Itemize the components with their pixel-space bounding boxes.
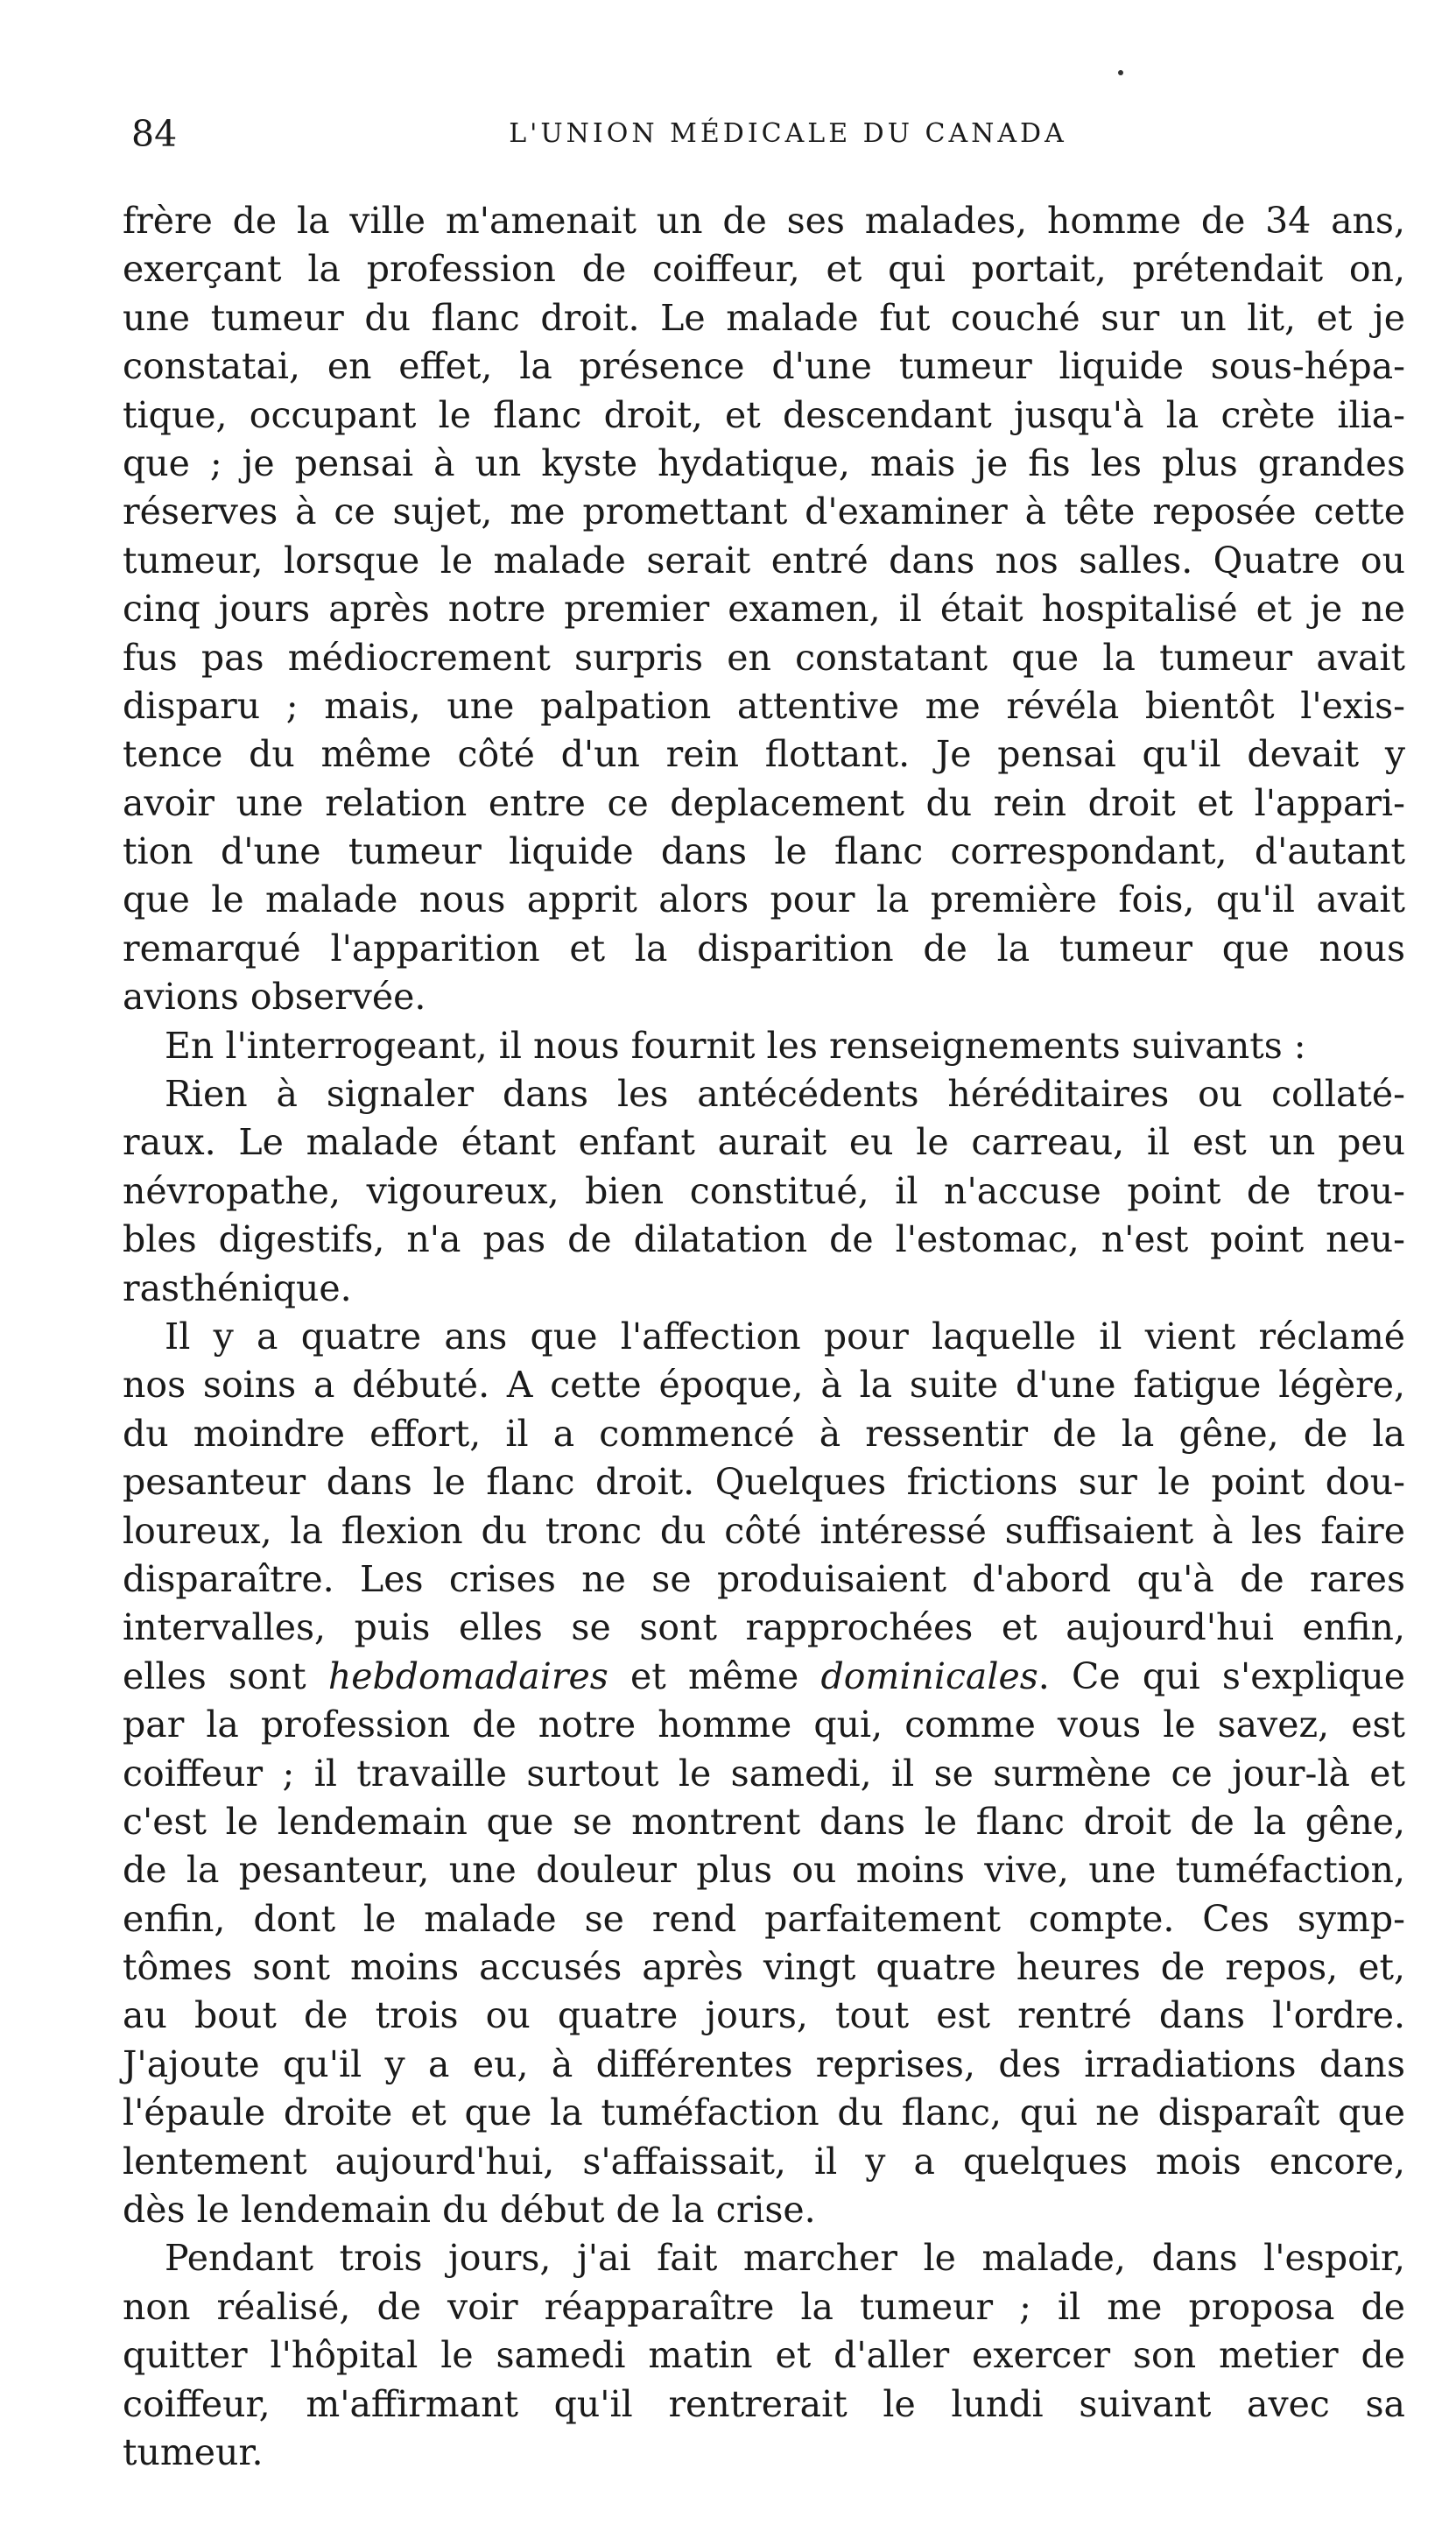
body-text xyxy=(123,197,1405,2477)
page-number: 84 xyxy=(131,113,178,155)
text-line: l'épaule droite et que la tuméfaction du flanc, qui ne disparaît que xyxy=(123,2091,1405,2134)
paragraph xyxy=(123,1070,1405,1313)
text-line: enfin, dont le malade se rend parfaitement compte. Ces symp- xyxy=(123,1897,1405,1940)
text-line: constatai, en effet, la présence d'une tumeur liquide sous-hépa- xyxy=(123,345,1405,388)
page-header xyxy=(131,112,1410,156)
text-line: fus pas médiocrement surpris en constatant que la tumeur avait xyxy=(123,636,1405,679)
text-line: remarqué l'apparition et la disparition de la tumeur que nous xyxy=(123,927,1405,970)
text-line: coiffeur ; il travaille surtout le samedi, il se surmène ce jour-là et xyxy=(123,1752,1405,1795)
text-line: que ; je pensai à un kyste hydatique, mais je fis les plus grandes xyxy=(123,441,1405,484)
text-line: Pendant trois jours, j'ai fait marcher le malade, dans l'espoir, xyxy=(165,2237,1405,2280)
text-line: pesanteur dans le flanc droit. Quelques frictions sur le point dou- xyxy=(123,1461,1405,1504)
text-line: Rien à signaler dans les antécédents héréditaires ou collaté- xyxy=(165,1073,1405,1116)
text-line: nos soins a débuté. A cette époque, à la suite d'une fatigue légère, xyxy=(123,1364,1405,1407)
text-line: par la profession de notre homme qui, comme vous le savez, est xyxy=(123,1703,1405,1746)
text-line: tion d'une tumeur liquide dans le flanc correspondant, d'autant xyxy=(123,830,1405,873)
text-line: coiffeur, m'affirmant qu'il rentrerait le lundi suivant avec sa xyxy=(123,2382,1405,2425)
text-line: une tumeur du flanc droit. Le malade fut couché sur un lit, et je xyxy=(123,296,1405,339)
paragraph xyxy=(123,2234,1405,2477)
text-line: tence du même côté d'un rein flottant. Je pensai qu'il devait y xyxy=(123,733,1405,776)
text-line: lentement aujourd'hui, s'affaissait, il y a quelques mois encore, xyxy=(123,2140,1405,2183)
text-line: frère de la ville m'amenait un de ses malades, homme de 34 ans, xyxy=(123,200,1405,242)
running-head: L'UNION MÉDICALE DU CANADA xyxy=(509,118,1067,149)
text-line: de la pesanteur, une douleur plus ou moins vive, une tuméfaction, xyxy=(123,1849,1405,1892)
text-line: exerçant la profession de coiffeur, et qui portait, prétendait on, xyxy=(123,248,1405,291)
text-line: névropathe, vigoureux, bien constitué, il n'accuse point de trou- xyxy=(123,1169,1405,1212)
text-line: cinq jours après notre premier examen, il était hospitalisé et je ne xyxy=(123,588,1405,631)
text-line: non réalisé, de voir réapparaître la tumeur ; il me proposa de xyxy=(123,2285,1405,2328)
text-line: du moindre effort, il a commencé à ressentir de la gêne, de la xyxy=(123,1412,1405,1455)
text-line: tômes sont moins accusés après vingt quatre heures de repos, et, xyxy=(123,1946,1405,1989)
text-line: avoir une relation entre ce deplacement du rein droit et l'appari- xyxy=(123,781,1405,824)
text-line: intervalles, puis elles se sont rapprochées et aujourd'hui enfin, xyxy=(123,1606,1405,1649)
print-speck xyxy=(1118,70,1123,75)
text-line: au bout de trois ou quatre jours, tout est rentré dans l'ordre. xyxy=(123,1994,1405,2037)
text-line: tumeur, lorsque le malade serait entré dans nos salles. Quatre ou xyxy=(123,539,1405,582)
text-line: elles sont hebdomadaires et même dominicales. Ce qui s'explique xyxy=(123,1654,1406,1697)
text-line: réserves à ce sujet, me promettant d'examiner à tête reposée cette xyxy=(123,490,1405,533)
paragraph xyxy=(123,1022,1405,1070)
text-line: J'ajoute qu'il y a eu, à différentes reprises, des irradiations dans xyxy=(123,2042,1405,2085)
text-line: Il y a quatre ans que l'affection pour laquelle il vient réclamé xyxy=(165,1315,1405,1358)
text-line: bles digestifs, n'a pas de dilatation de l'estomac, n'est point neu- xyxy=(123,1218,1405,1261)
text-line: tumeur. xyxy=(123,2430,264,2473)
text-line: avions observée. xyxy=(123,976,426,1019)
text-line: tique, occupant le flanc droit, et descendant jusqu'à la crète ilia- xyxy=(123,393,1405,436)
text-line: raux. Le malade étant enfant aurait eu le carreau, il est un peu xyxy=(123,1121,1405,1164)
text-line: disparaître. Les crises ne se produisaient d'abord qu'à de rares xyxy=(123,1557,1405,1600)
text-line: loureux, la flexion du tronc du côté intéressé suffisaient à les faire xyxy=(123,1509,1405,1552)
paragraph xyxy=(123,197,1405,1022)
text-line: dès le lendemain du début de la crise. xyxy=(123,2189,816,2232)
text-line: que le malade nous apprit alors pour la première fois, qu'il avait xyxy=(123,878,1405,921)
text-line: En l'interrogeant, il nous fournit les renseignements suivants : xyxy=(165,1024,1306,1067)
paragraph xyxy=(123,1313,1405,2234)
text-line: c'est le lendemain que se montrent dans le flanc droit de la gêne, xyxy=(123,1800,1405,1843)
text-line: disparu ; mais, une palpation attentive me révéla bientôt l'exis- xyxy=(123,684,1405,727)
text-line: quitter l'hôpital le samedi matin et d'aller exercer son metier de xyxy=(123,2334,1405,2377)
text-line: rasthénique. xyxy=(123,1266,352,1309)
